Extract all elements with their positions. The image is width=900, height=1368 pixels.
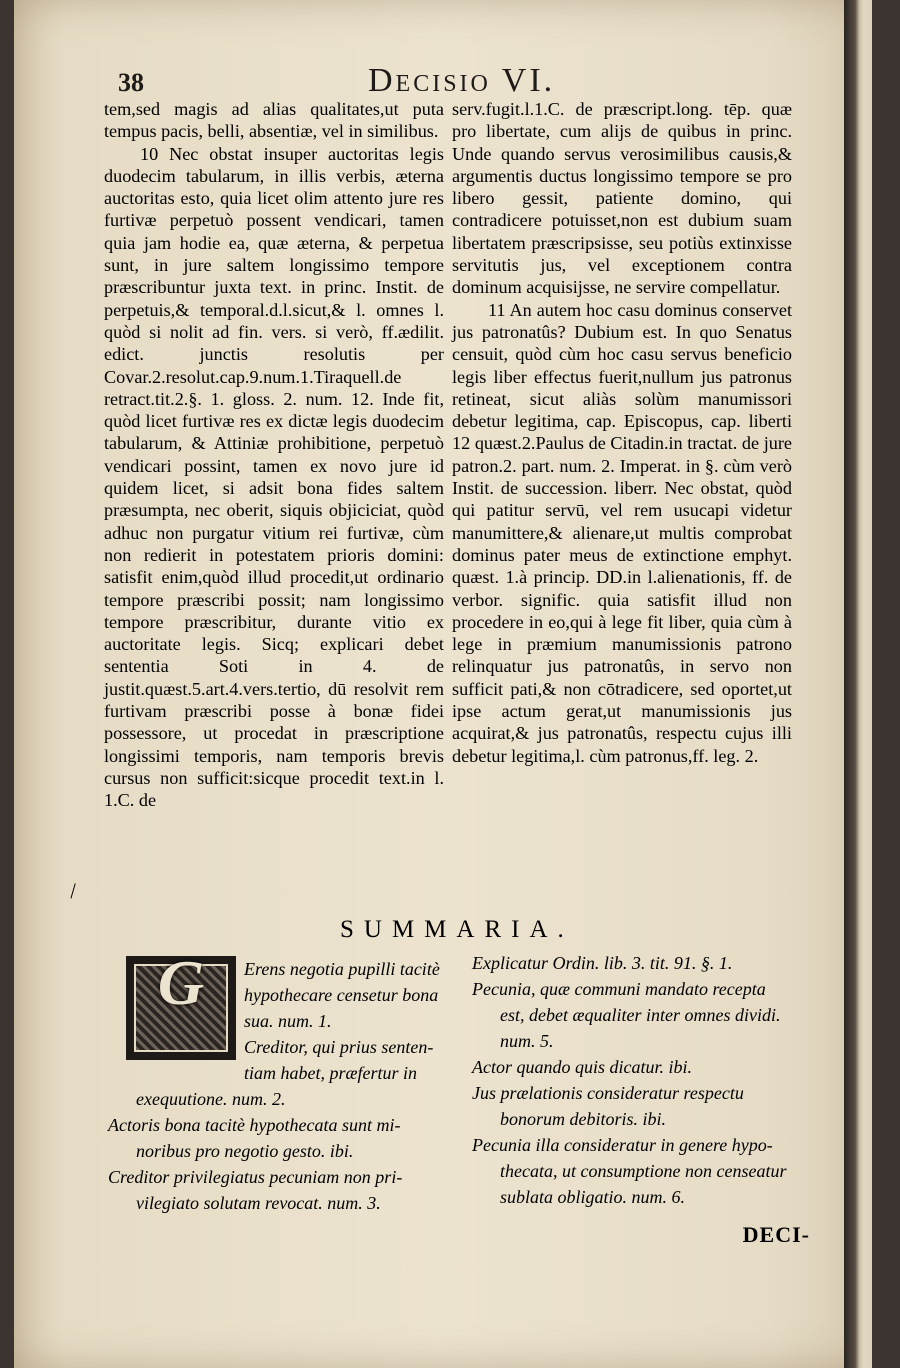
margin-mark: \ <box>63 878 84 903</box>
running-title: Decisio VI. <box>368 62 556 99</box>
paragraph: serv.fugit.l.1.C. de præscript.long. tēp. quæ pro libertate, cum alijs de quibus in princ. Unde quando servus verosimilibus causis,& argumentis ductus longissimo tempore se pro libero gessit, patiente domino, qui contradicere potuisset,non est dubium suam libertatem præscripsisse, seu potiùs extinxisse servitutis jus, vel exceptionem contra dominum acquisijsse, ne servire compellatur. <box>452 99 792 298</box>
summaria-heading: SUMMARIA. <box>340 916 574 943</box>
summary-entry: Actoris bona tacitè hypothecata sunt mi- noribus pro negotio gesto. ibi. <box>108 1115 401 1161</box>
page-number: 38 <box>118 68 144 97</box>
initial-letter: G <box>157 947 205 1018</box>
summary-entry: Actor quando quis dicatur. ibi. <box>472 1057 692 1077</box>
running-header <box>118 58 808 100</box>
decorated-initial <box>126 947 236 1060</box>
summary-entry: Creditor, qui prius senten- tiam habet, præfertur in exequutione. num. 2. <box>136 1037 434 1109</box>
summary-entry: Pecunia illa consideratur in genere hypo- thecata, ut consumptione non censeatur sublata obligatio. num. 6. <box>472 1135 787 1207</box>
summary-entry: Jus prælationis consideratur respectu bonorum debitoris. ibi. <box>472 1083 744 1129</box>
catchword: DECI- <box>742 1222 810 1247</box>
summary-entry: Pecunia, quæ communi mandato recepta est, debet æqualiter inter omnes dividi. num. 5. <box>472 979 781 1051</box>
summary-entry: Erens negotia pupilli tacitè hypothecare censetur bona sua. num. 1. <box>244 959 440 1031</box>
summary-entry: Explicatur Ordin. lib. 3. tit. 91. §. 1. <box>472 953 733 973</box>
left-text-column <box>104 98 444 812</box>
book-spine <box>844 0 872 1368</box>
paragraph: 11 An autem hoc casu dominus conservet jus patronatûs? Dubium est. In quo Senatus censuit, quòd cùm hoc casu servus beneficio legis liber effectus fuerit,nullum jus patronus retineat, sicut aliàs solùm manumissori debetur legitima, cap. Episcopus, cap. liberti 12 quæst.2.Paulus de Citadin.in tractat. de jure patron.2. part. num. 2. Imperat. in §. cùm verò Instit. de succession. liberr. Nec obstat, quòd qui patitur servū, vel rem usucapi videtur manumittere,& alienare,ut multis comprobat dominus pater meus de extinctione emphyt. quæst. 1.à princip. DD.in l.alienationis, ff. de verbor. signific. quia satisfit illud non procedere in eo,qui à lege fit liber, quia cùm à lege in præmium manumissionis patrono relinquatur jus patronatûs, in servo non sufficit pati,& non cōtradicere, sed oportet,ut ipse actum gerat,ut manumissionis jus acquirat,& jus patronatûs, respectu cujus illi debetur legitima,l. cùm patronus,ff. leg. 2. <box>452 299 792 766</box>
paragraph: tem,sed magis ad alias qualitates,ut puta tempus pacis, belli, absentiæ, vel in similibus. <box>104 99 444 142</box>
right-text-column <box>452 98 792 767</box>
summaria-right-column <box>472 950 794 1210</box>
paragraph: 10 Nec obstat insuper auctoritas legis duodecim tabularum, in illis verbis, æterna auctoritas esto, quia licet olim attento jure res furtivæ perpetuò possent vendicari, tamen quia jam hodie ea, quæ æterna, & perpetua sunt, in jure saltem longissimo tempore præscribuntur juxta text. in princ. Instit. de perpetuis,& temporal.d.l.sicut,& l. omnes l. quòd si nolit ad fin. vers. si verò, ff.ædilit. edict. junctis resolutis per Covar.2.resolut.cap.9.num.1.Tiraquell.de retract.tit.2.§. 1. gloss. 2. num. 12. Inde fit, quòd licet furtivæ res ex dictæ legis duodecim tabularum, & Attiniæ prohibitione, perpetuò vendicari possint, tamen ex novo jure id quidem licet, si adsit bona fides saltem præsumpta, nec oberit, siquis objiciciat, quòd adhuc non purgatur vitium rei furtivæ, cùm non redierit in potestatem prioris domini: satisfit enim,quòd illud procedit,ut ordinario tempore præscribi possit; nam longissimo tempore præscribitur, durante vitio ex auctoritate legis. Sicq; explicari debet sententia Soti in 4. de justit.quæst.5.art.4.vers.tertio, dū resolvit rem furtivam præscribi posse à bonæ fidei possessore, ut procedat in præscriptione longissimi temporis, nam temporis brevis cursus non sufficit:sicque procedit text.in l. 1.C. de <box>104 143 444 811</box>
summary-entry: Creditor privilegiatus pecuniam non pri- vilegiato solutam revocat. num. 3. <box>108 1167 403 1213</box>
summaria-left-column <box>108 947 452 1216</box>
